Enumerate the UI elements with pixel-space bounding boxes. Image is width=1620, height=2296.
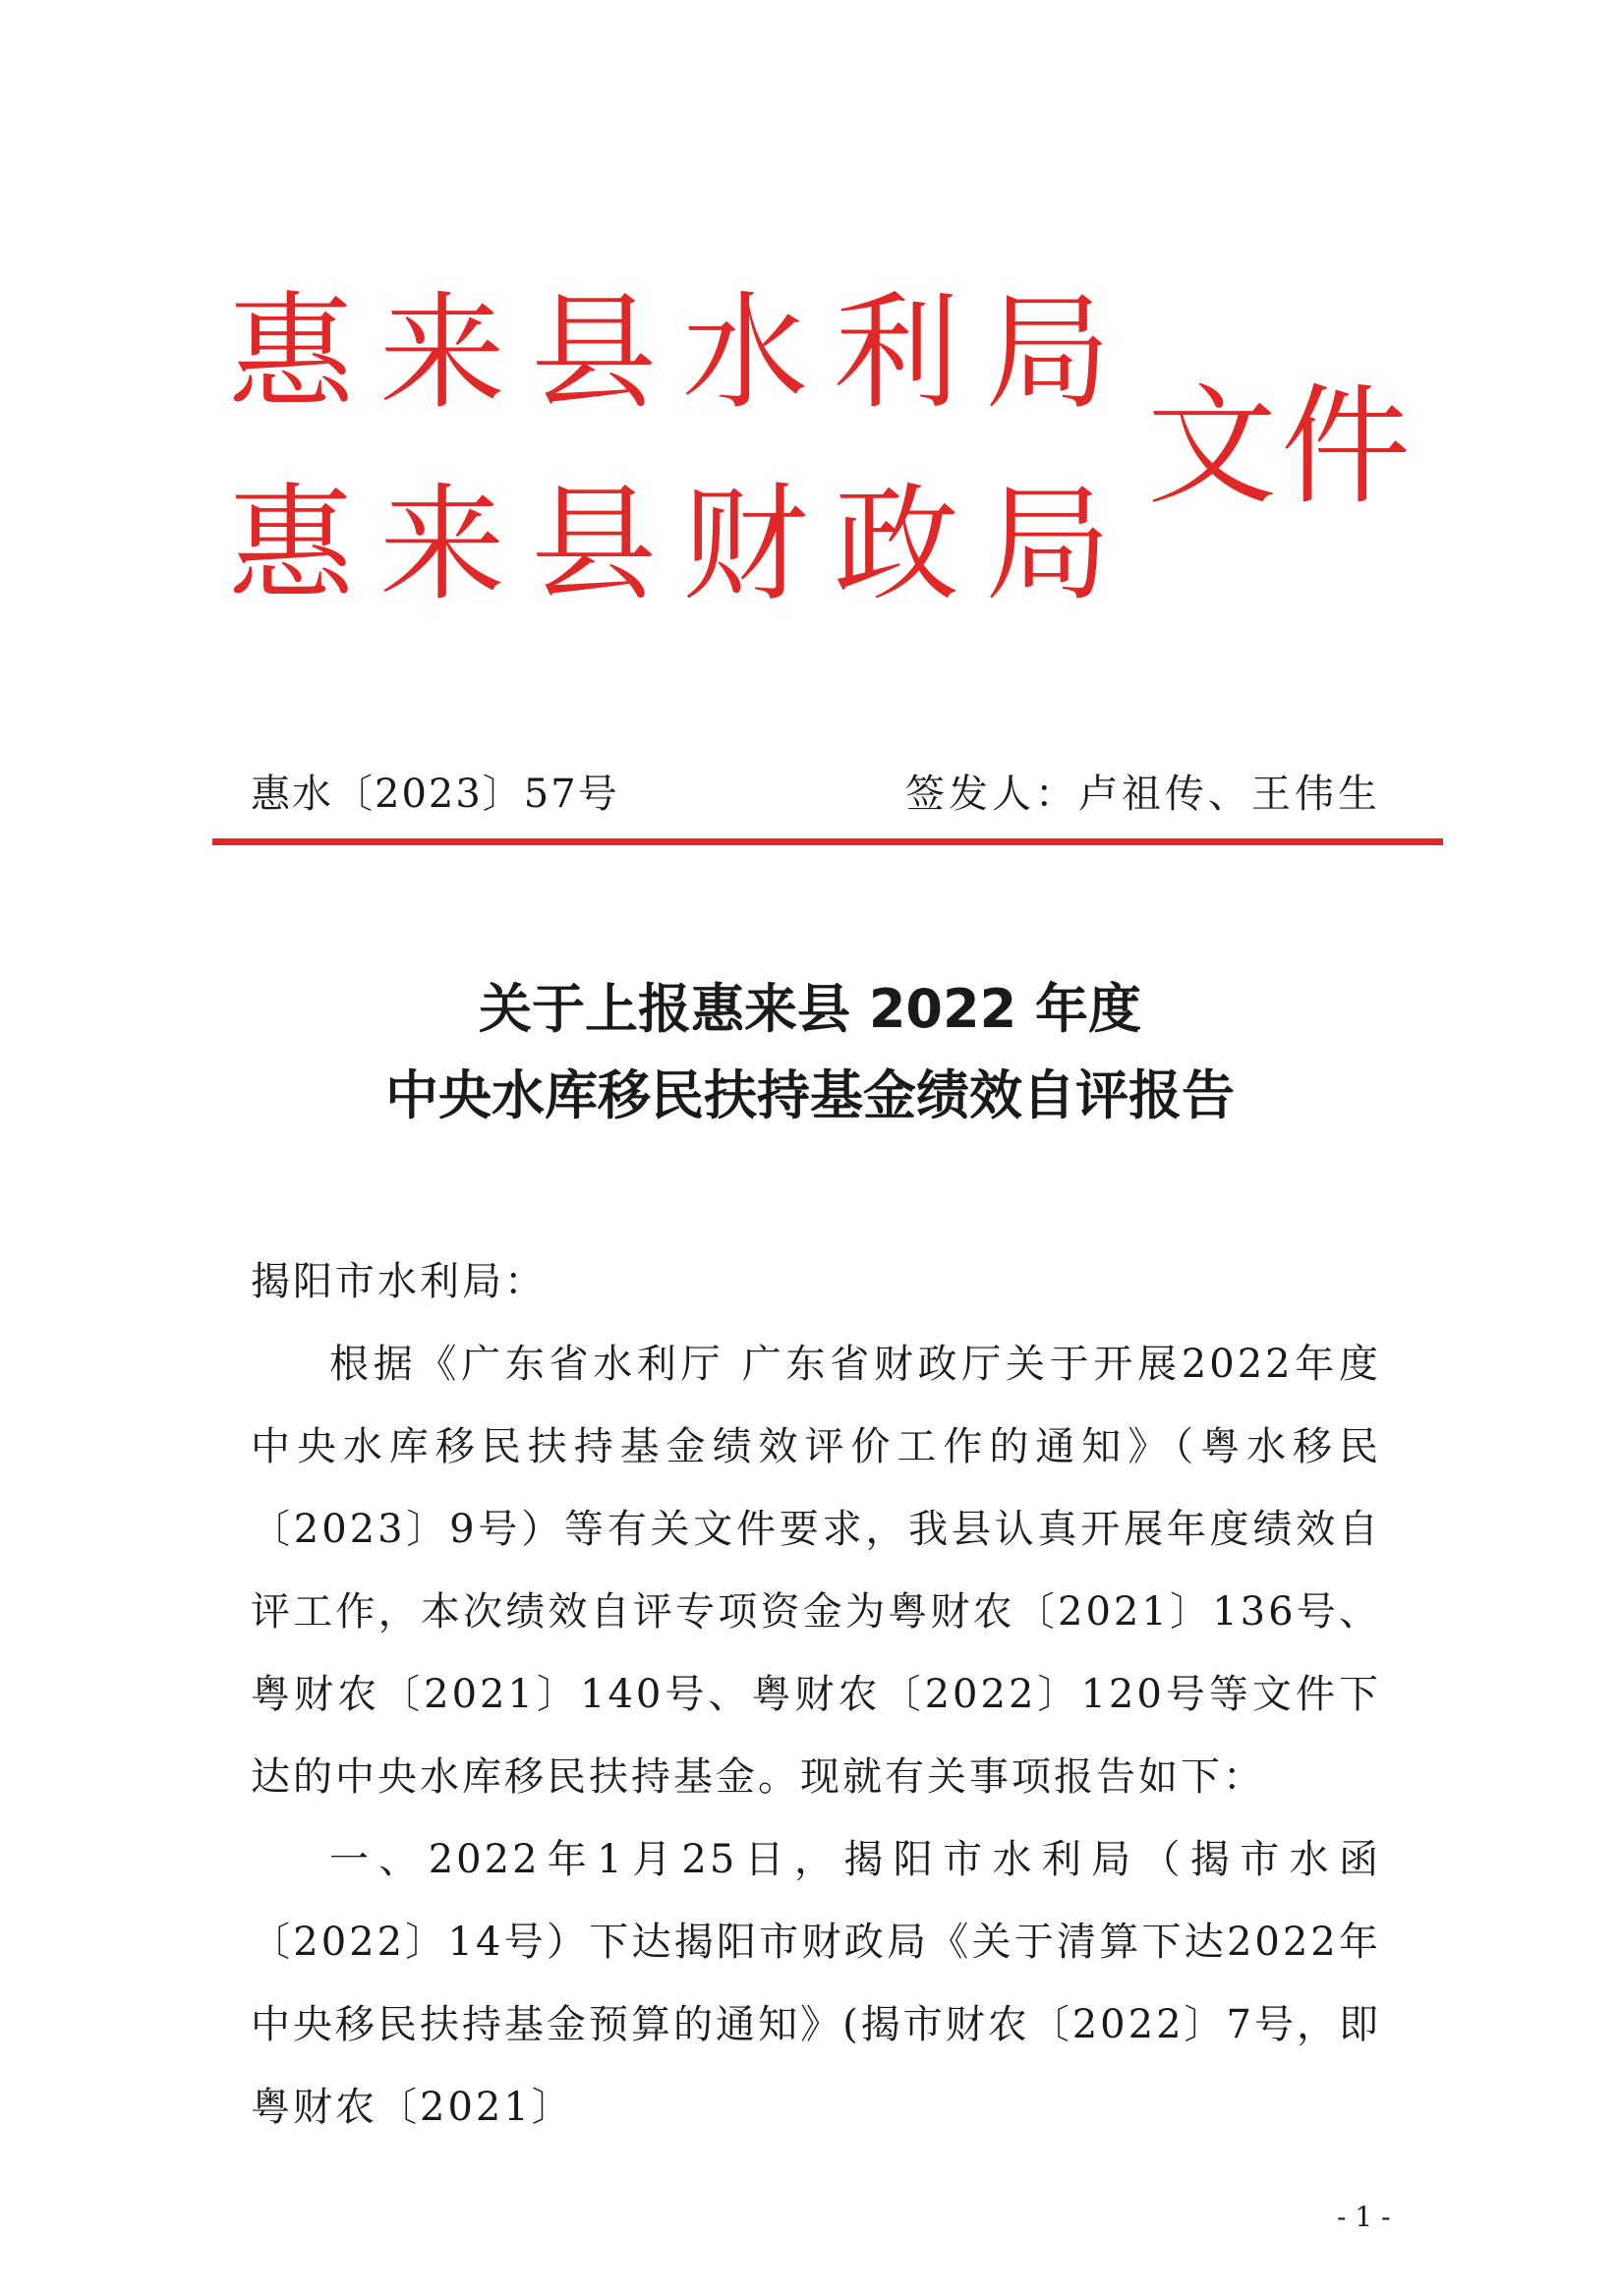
document-suffix: 文件 xyxy=(1147,372,1415,523)
issuer-finance-bureau: 惠来县财政局 xyxy=(228,472,1137,618)
document-body xyxy=(251,1240,1381,2149)
red-masthead xyxy=(228,275,1437,629)
page-number: - 1 - xyxy=(1337,2201,1391,2233)
salutation: 揭阳市水利局： xyxy=(251,1259,547,1304)
document-number: 惠水〔2023〕57号 xyxy=(251,772,619,817)
document-title-line-1: 关于上报惠来县 2022 年度 xyxy=(479,978,1141,1040)
body-paragraph: 一、2022年1月25日，揭阳市水利局（揭市水函〔2022〕14号）下达揭阳市财政局《关于清算下达2022年中央移民扶持基金预算的通知》(揭市财农〔2022〕7号，即粤财农〔2021〕 xyxy=(251,1837,1381,2130)
body-paragraph: 根据《广东省水利厅 广东省财政厅关于开展2022年度中央水库移民扶持基金绩效评价工作的通知》（粤水移民〔2023〕9号）等有关文件要求，我县认真开展年度绩效自评工作，本次绩效自评专项资金为粤财农〔2021〕136号、粤财农〔2021〕140号、粤财农〔2022〕120号等文件下达的中央水库移民扶持基金。现就有关事项报告如下： xyxy=(251,1342,1381,1800)
signer: 签发人：卢祖传、王伟生 xyxy=(905,772,1381,817)
red-divider-rule xyxy=(212,838,1443,845)
document-title-line-2: 中央水库移民扶持基金绩效自评报告 xyxy=(385,1064,1235,1126)
document-meta-row xyxy=(251,765,1381,824)
issuer-water-bureau: 惠来县水利局 xyxy=(228,280,1137,427)
